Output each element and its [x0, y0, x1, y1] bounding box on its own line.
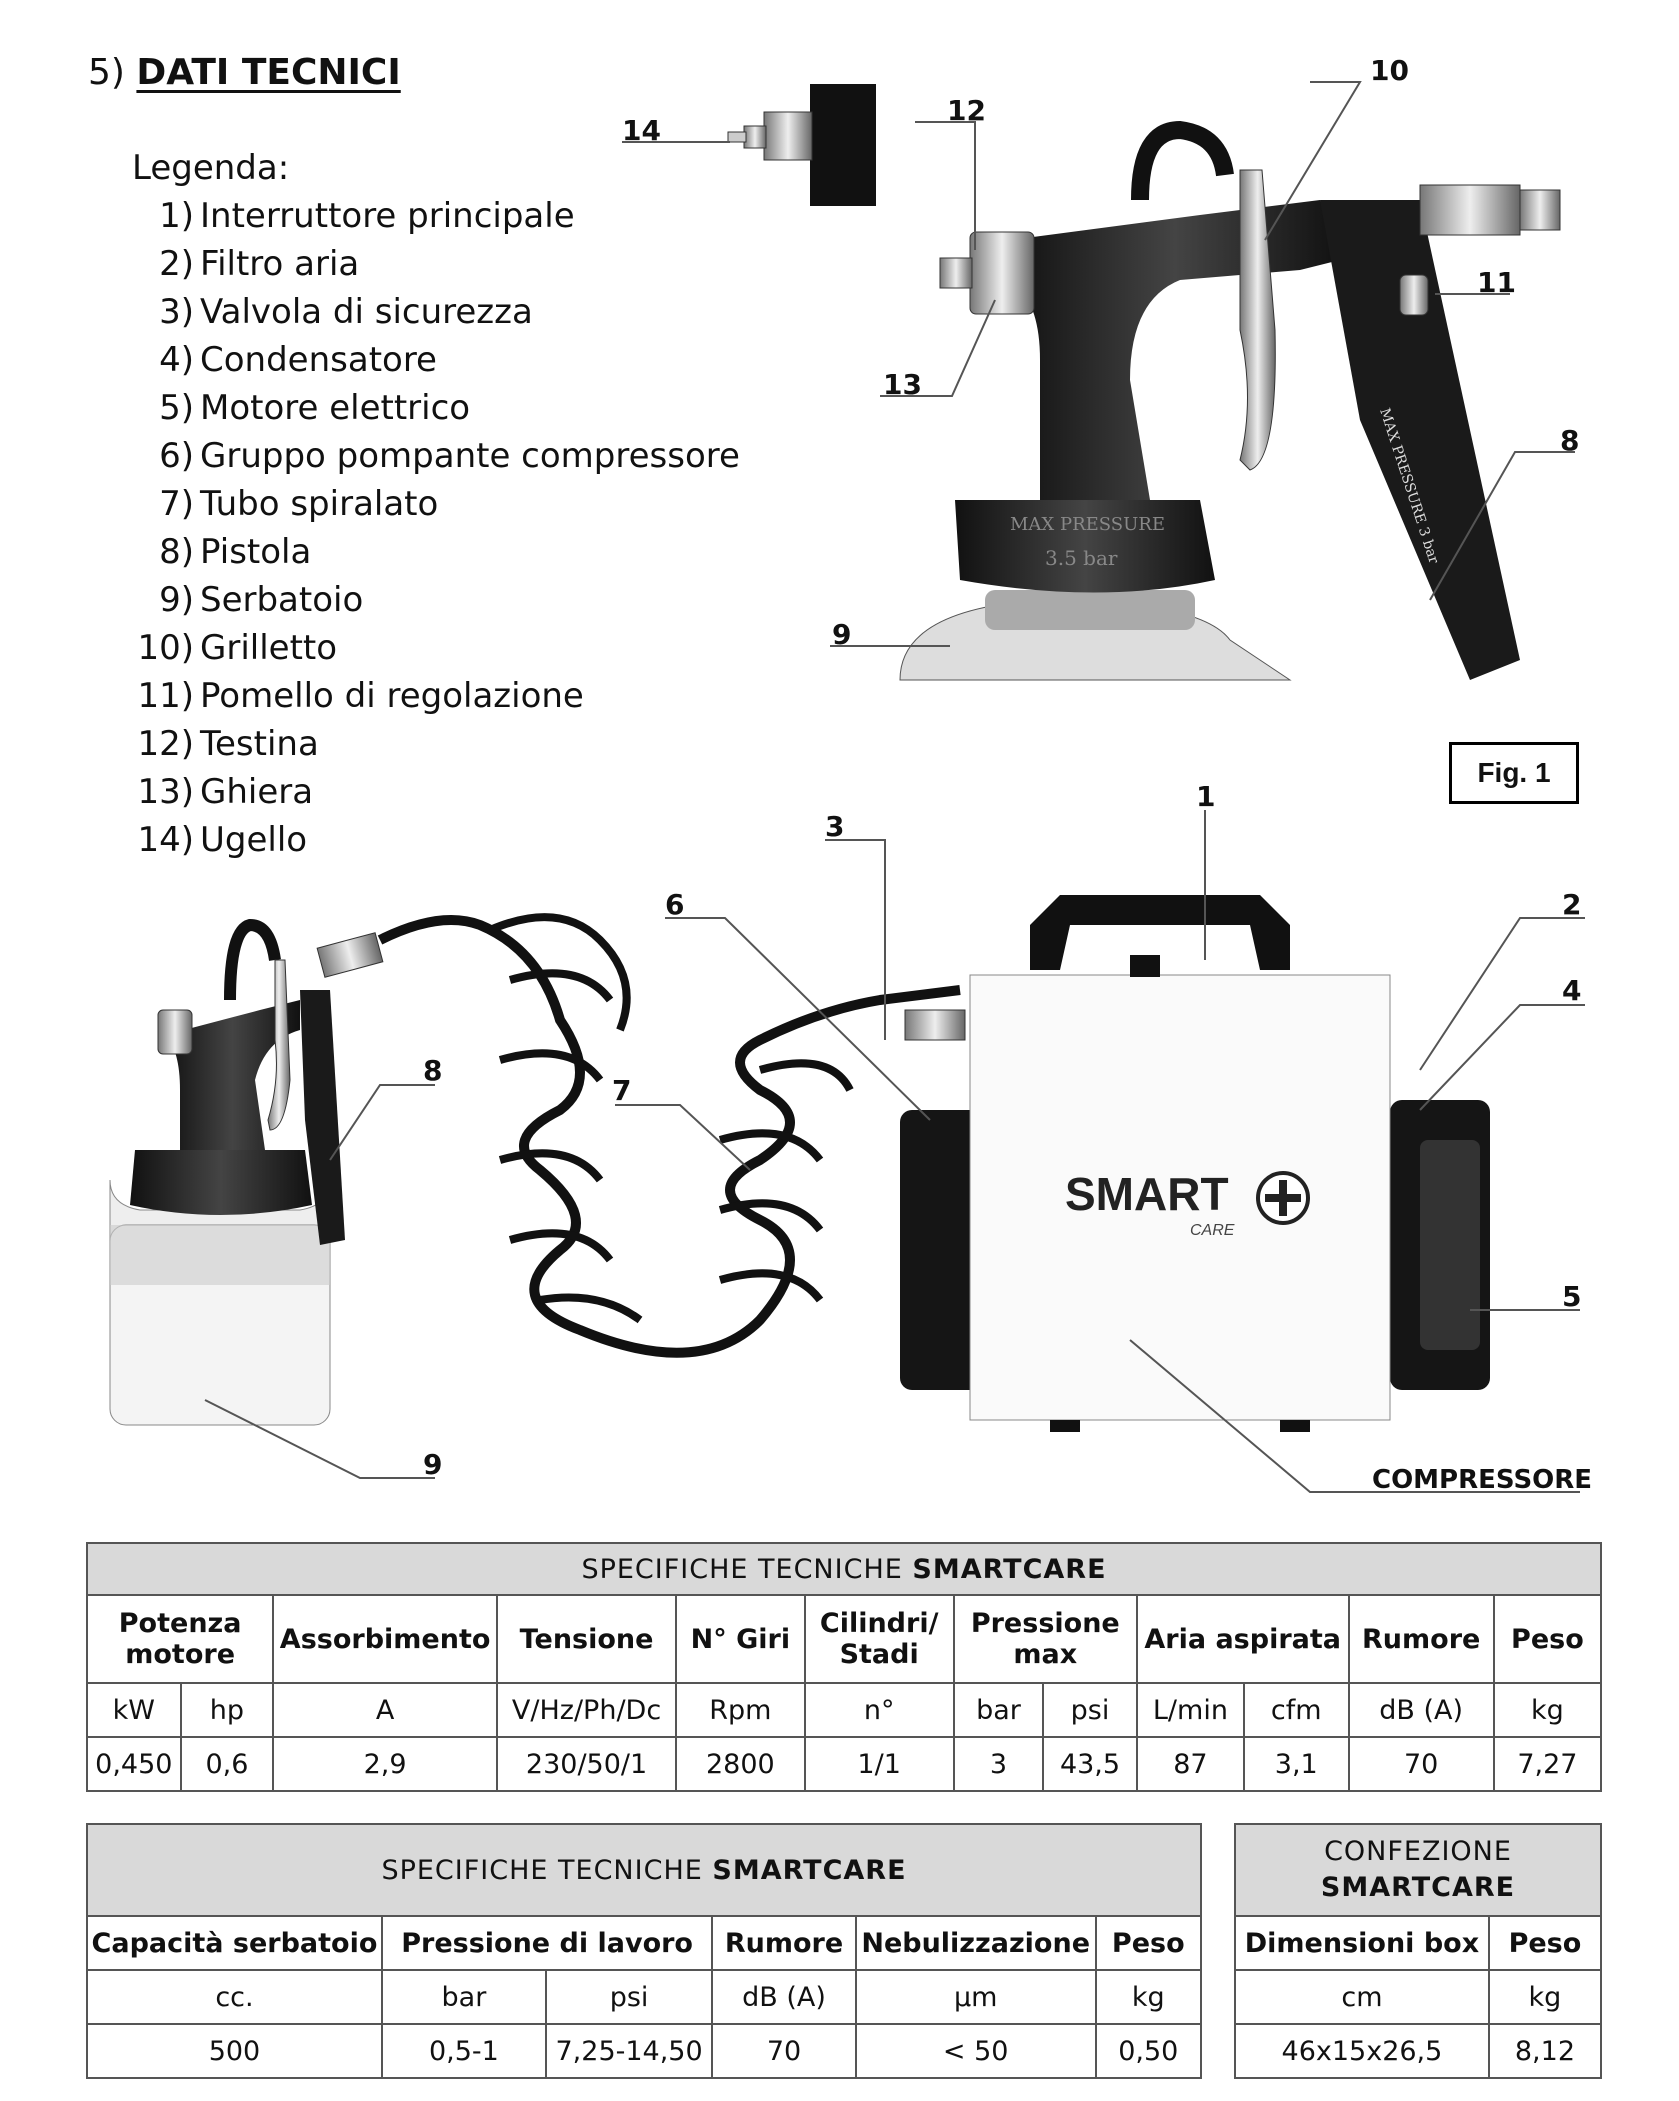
- callout-14: 14: [622, 114, 661, 147]
- section-number: 5): [88, 52, 125, 93]
- section-title: DATI TECNICI: [136, 52, 401, 93]
- column-header: Tensione: [497, 1595, 676, 1683]
- specs-table-gun: [86, 1823, 1202, 2079]
- column-header: Assorbimento: [273, 1595, 497, 1683]
- callout-12: 12: [947, 94, 986, 127]
- figure-label: Fig. 1: [1449, 742, 1579, 804]
- units-row: cm kg: [1235, 1970, 1601, 2024]
- coiled-hose: [380, 917, 960, 1353]
- brand-sub: CARE: [1190, 1222, 1235, 1239]
- legend-item: 4) Condensatore: [159, 340, 437, 380]
- spray-gun-small: [110, 925, 383, 1425]
- legend-item: 6) Gruppo pompante compressore: [159, 436, 740, 476]
- legend-item: 8) Pistola: [159, 532, 312, 572]
- callout-8-top: 8: [1560, 424, 1580, 457]
- legend-item: 14) Ugello: [137, 820, 308, 860]
- table-title: SPECIFICHE TECNICHE SMARTCARE: [87, 1543, 1601, 1595]
- callout-11: 11: [1477, 266, 1516, 299]
- values-row: 500 0,5-1 7,25-14,50 70 < 50 0,50: [87, 2024, 1201, 2078]
- callout-7: 7: [612, 1074, 632, 1107]
- units-row: cc. bar psi dB (A) µm kg: [87, 1970, 1201, 2024]
- callout-9-top: 9: [832, 618, 852, 651]
- column-header: Rumore: [712, 1916, 856, 1970]
- callout-4: 4: [1562, 974, 1582, 1007]
- gun-marking-1: MAX PRESSURE: [1010, 514, 1165, 535]
- column-header: Aria aspirata: [1137, 1595, 1349, 1683]
- legend-item: 3) Valvola di sicurezza: [159, 292, 533, 332]
- units-row: kW hp A V/Hz/Ph/Dc Rpm n° bar psi L/min cfm dB (A) kg: [87, 1683, 1601, 1737]
- column-header: Pressione di lavoro: [382, 1916, 712, 1970]
- legend-item: 9) Serbatoio: [159, 580, 364, 620]
- column-header: Pressione max: [954, 1595, 1137, 1683]
- gun-marking-2: 3.5 bar: [1045, 546, 1118, 570]
- callout-2: 2: [1562, 888, 1582, 921]
- callout-3: 3: [825, 810, 845, 843]
- callout-10: 10: [1370, 54, 1409, 87]
- callout-1: 1: [1196, 780, 1216, 813]
- column-header: N° Giri: [676, 1595, 804, 1683]
- legend-item: 12) Testina: [137, 724, 319, 764]
- legend-item: 11) Pomello di regolazione: [137, 676, 584, 716]
- legend-title: Legenda:: [132, 148, 290, 188]
- package-table: [1234, 1823, 1602, 2079]
- handle-marking: MAX PRESSURE 3 bar: [1376, 406, 1442, 566]
- values-row: 0,450 0,6 2,9 230/50/1 2800 1/1 3 43,5 87 3,1 70 7,27: [87, 1737, 1601, 1791]
- legend-item: 10) Grilletto: [137, 628, 338, 668]
- table-title: SPECIFICHE TECNICHE SMARTCARE: [87, 1824, 1201, 1916]
- table-title: CONFEZIONE SMARTCARE: [1235, 1824, 1601, 1916]
- column-header: Nebulizzazione: [856, 1916, 1096, 1970]
- compressor-unit: [900, 895, 1490, 1432]
- callout-5: 5: [1562, 1280, 1582, 1313]
- legend-item: 13) Ghiera: [137, 772, 314, 812]
- column-header: Rumore: [1349, 1595, 1494, 1683]
- column-header: Dimensioni box: [1235, 1916, 1489, 1970]
- callout-9-bottom: 9: [423, 1448, 443, 1481]
- callout-6: 6: [665, 888, 685, 921]
- column-header: Potenza motore: [87, 1595, 273, 1683]
- nozzle-detail: [728, 84, 876, 206]
- compressor-label: COMPRESSORE: [1372, 1465, 1593, 1495]
- column-header: Cilindri/ Stadi: [805, 1595, 954, 1683]
- values-row: 46x15x26,5 8,12: [1235, 2024, 1601, 2078]
- brand-logo: SMART: [1065, 1168, 1229, 1220]
- column-header: Capacità serbatoio: [87, 1916, 382, 1970]
- specs-table-compressor: [86, 1542, 1602, 1792]
- spray-gun-large: [900, 130, 1560, 680]
- column-header: Peso: [1489, 1916, 1601, 1970]
- callout-13: 13: [883, 368, 922, 401]
- legend-item: 5) Motore elettrico: [159, 388, 471, 428]
- column-header: Peso: [1494, 1595, 1601, 1683]
- legend-item: 1) Interruttore principale: [159, 196, 575, 236]
- legend-item: 7) Tubo spiralato: [159, 484, 439, 524]
- callout-8-bottom: 8: [423, 1054, 443, 1087]
- column-header: Peso: [1096, 1916, 1201, 1970]
- legend-item: 2) Filtro aria: [159, 244, 360, 284]
